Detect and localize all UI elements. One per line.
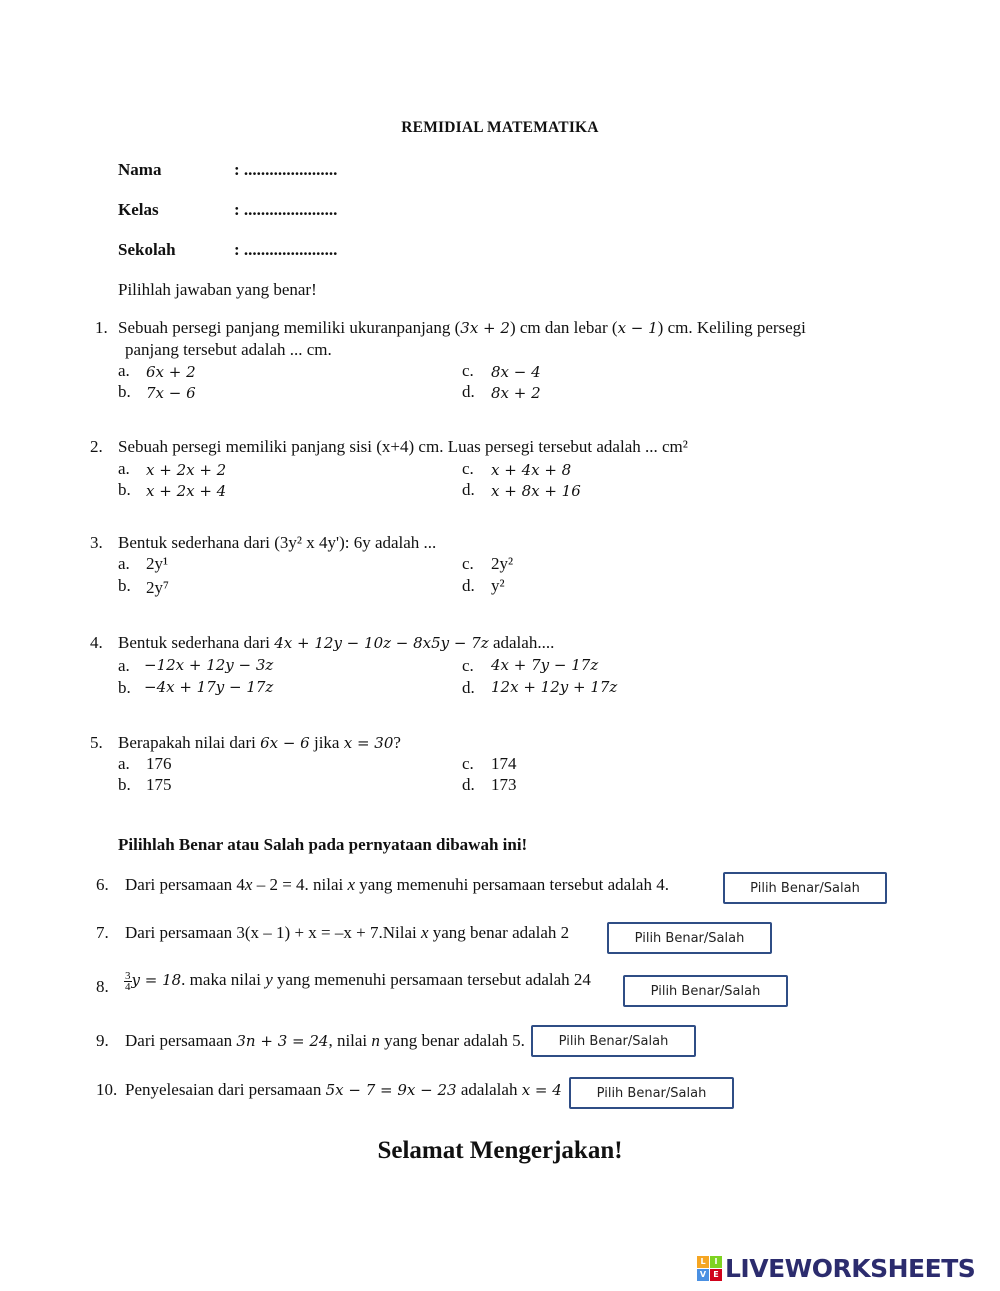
- option-letter: a.: [118, 754, 130, 773]
- liveworksheets-brand: [697, 1254, 975, 1283]
- option-value: 2y⁷: [146, 578, 169, 597]
- option-value: −4x + 17y − 17z: [144, 678, 274, 696]
- answer-select-9[interactable]: Pilih Benar/Salah: [531, 1025, 696, 1057]
- answer-select-10[interactable]: Pilih Benar/Salah: [569, 1077, 734, 1109]
- option-value: 6x + 2: [146, 363, 196, 381]
- field-value-kelas: : ......................: [234, 200, 338, 219]
- option-value: −12x + 12y − 3z: [144, 656, 274, 674]
- option-letter: a.: [118, 554, 130, 573]
- option-letter: c.: [462, 754, 474, 773]
- option-value: 2y¹: [146, 554, 169, 573]
- field-label-sekolah: Sekolah: [118, 240, 176, 259]
- statement-number: 8.: [96, 977, 109, 996]
- statement-number: 6.: [96, 875, 109, 894]
- option-value: x + 4x + 8: [491, 461, 572, 479]
- option-letter: c.: [462, 656, 474, 675]
- option-letter: b.: [118, 775, 131, 794]
- option-letter: a.: [118, 656, 130, 675]
- option-value: 7x − 6: [146, 384, 196, 402]
- statement-text: Dari persamaan 4x – 2 = 4. nilai x yang memenuhi persamaan tersebut adalah 4.: [125, 875, 669, 894]
- option-letter: d.: [462, 775, 475, 794]
- statement-text: Dari persamaan 3(x – 1) + x = –x + 7.Nilai x yang benar adalah 2: [125, 923, 570, 942]
- statement-text: $\frac{3}{4}$ y = 18. maka nilai y yang memenuhi persamaan tersebut adalah 24: [125, 969, 591, 993]
- option-value: 175: [146, 775, 172, 794]
- field-label-nama: Nama: [118, 160, 162, 179]
- statement-text: Penyelesaian dari persamaan 5x − 7 = 9x − 23 adalalah x = 4: [125, 1080, 562, 1099]
- option-letter: d.: [462, 480, 475, 499]
- option-value: y²: [491, 576, 505, 595]
- option-value: 8x + 2: [491, 384, 541, 402]
- option-letter: c.: [462, 554, 474, 573]
- option-value: 8x − 4: [491, 363, 541, 381]
- question-text: Bentuk sederhana dari (3y² x 4y'): 6y adalah ...: [118, 533, 437, 552]
- question-text: Sebuah persegi panjang memiliki ukuranpanjang (3x + 2) cm dan lebar (x − 1) cm. Keliling persegi: [118, 318, 806, 337]
- question-number: 2.: [90, 437, 103, 456]
- instruction: Pilihlah jawaban yang benar!: [118, 280, 317, 299]
- option-letter: d.: [462, 382, 475, 401]
- answer-select-6[interactable]: Pilih Benar/Salah: [723, 872, 887, 904]
- option-letter: b.: [118, 382, 131, 401]
- option-letter: a.: [118, 361, 130, 380]
- statement-number: 7.: [96, 923, 109, 942]
- field-value-nama: : ......................: [234, 160, 338, 179]
- option-letter: c.: [462, 459, 474, 478]
- section2-instruction: Pilihlah Benar atau Salah pada pernyataan dibawah ini!: [118, 835, 528, 854]
- statement-number: 10.: [96, 1080, 118, 1099]
- option-value: x + 2x + 4: [146, 482, 227, 500]
- question-text: Bentuk sederhana dari 4x + 12y − 10z − 8x5y − 7z adalah....: [118, 633, 555, 652]
- option-letter: b.: [118, 576, 131, 595]
- field-label-kelas: Kelas: [118, 200, 159, 219]
- field-value-sekolah: : ......................: [234, 240, 338, 259]
- question-text: Sebuah persegi memiliki panjang sisi (x+4) cm. Luas persegi tersebut adalah ... cm²: [118, 437, 688, 456]
- option-value: 12x + 12y + 17z: [491, 678, 618, 696]
- option-letter: b.: [118, 480, 131, 499]
- question-text: Berapakah nilai dari 6x − 6 jika x = 30?: [118, 733, 401, 752]
- liveworksheets-logo-icon: L I V E: [697, 1256, 722, 1281]
- option-letter: d.: [462, 678, 475, 697]
- option-value: 176: [146, 754, 172, 773]
- option-letter: b.: [118, 678, 131, 697]
- answer-select-8[interactable]: Pilih Benar/Salah: [623, 975, 788, 1007]
- question-number: 4.: [90, 633, 103, 652]
- option-value: x + 8x + 16: [491, 482, 581, 500]
- answer-select-7[interactable]: Pilih Benar/Salah: [607, 922, 772, 954]
- fraction-three-quarters: $\frac{3}{4}$: [125, 969, 131, 993]
- option-value: 4x + 7y − 17z: [491, 656, 599, 674]
- option-value: 174: [491, 754, 517, 773]
- statement-number: 9.: [96, 1031, 109, 1050]
- question-number: 1.: [95, 318, 108, 337]
- option-value: 2y²: [491, 554, 514, 573]
- question-number: 5.: [90, 733, 103, 752]
- option-letter: d.: [462, 576, 475, 595]
- option-letter: c.: [462, 361, 474, 380]
- option-value: 173: [491, 775, 517, 794]
- question-number: 3.: [90, 533, 103, 552]
- page-title: REMIDIAL MATEMATIKA: [401, 119, 599, 136]
- question-text-line2: panjang tersebut adalah ... cm.: [125, 340, 332, 359]
- brand-name: LIVEWORKSHEETS: [725, 1254, 976, 1283]
- statement-text: Dari persamaan 3n + 3 = 24, nilai n yang benar adalah 5.: [125, 1031, 525, 1050]
- closing-message: Selamat Mengerjakan!: [377, 1137, 623, 1164]
- option-value: x + 2x + 2: [146, 461, 227, 479]
- option-letter: a.: [118, 459, 130, 478]
